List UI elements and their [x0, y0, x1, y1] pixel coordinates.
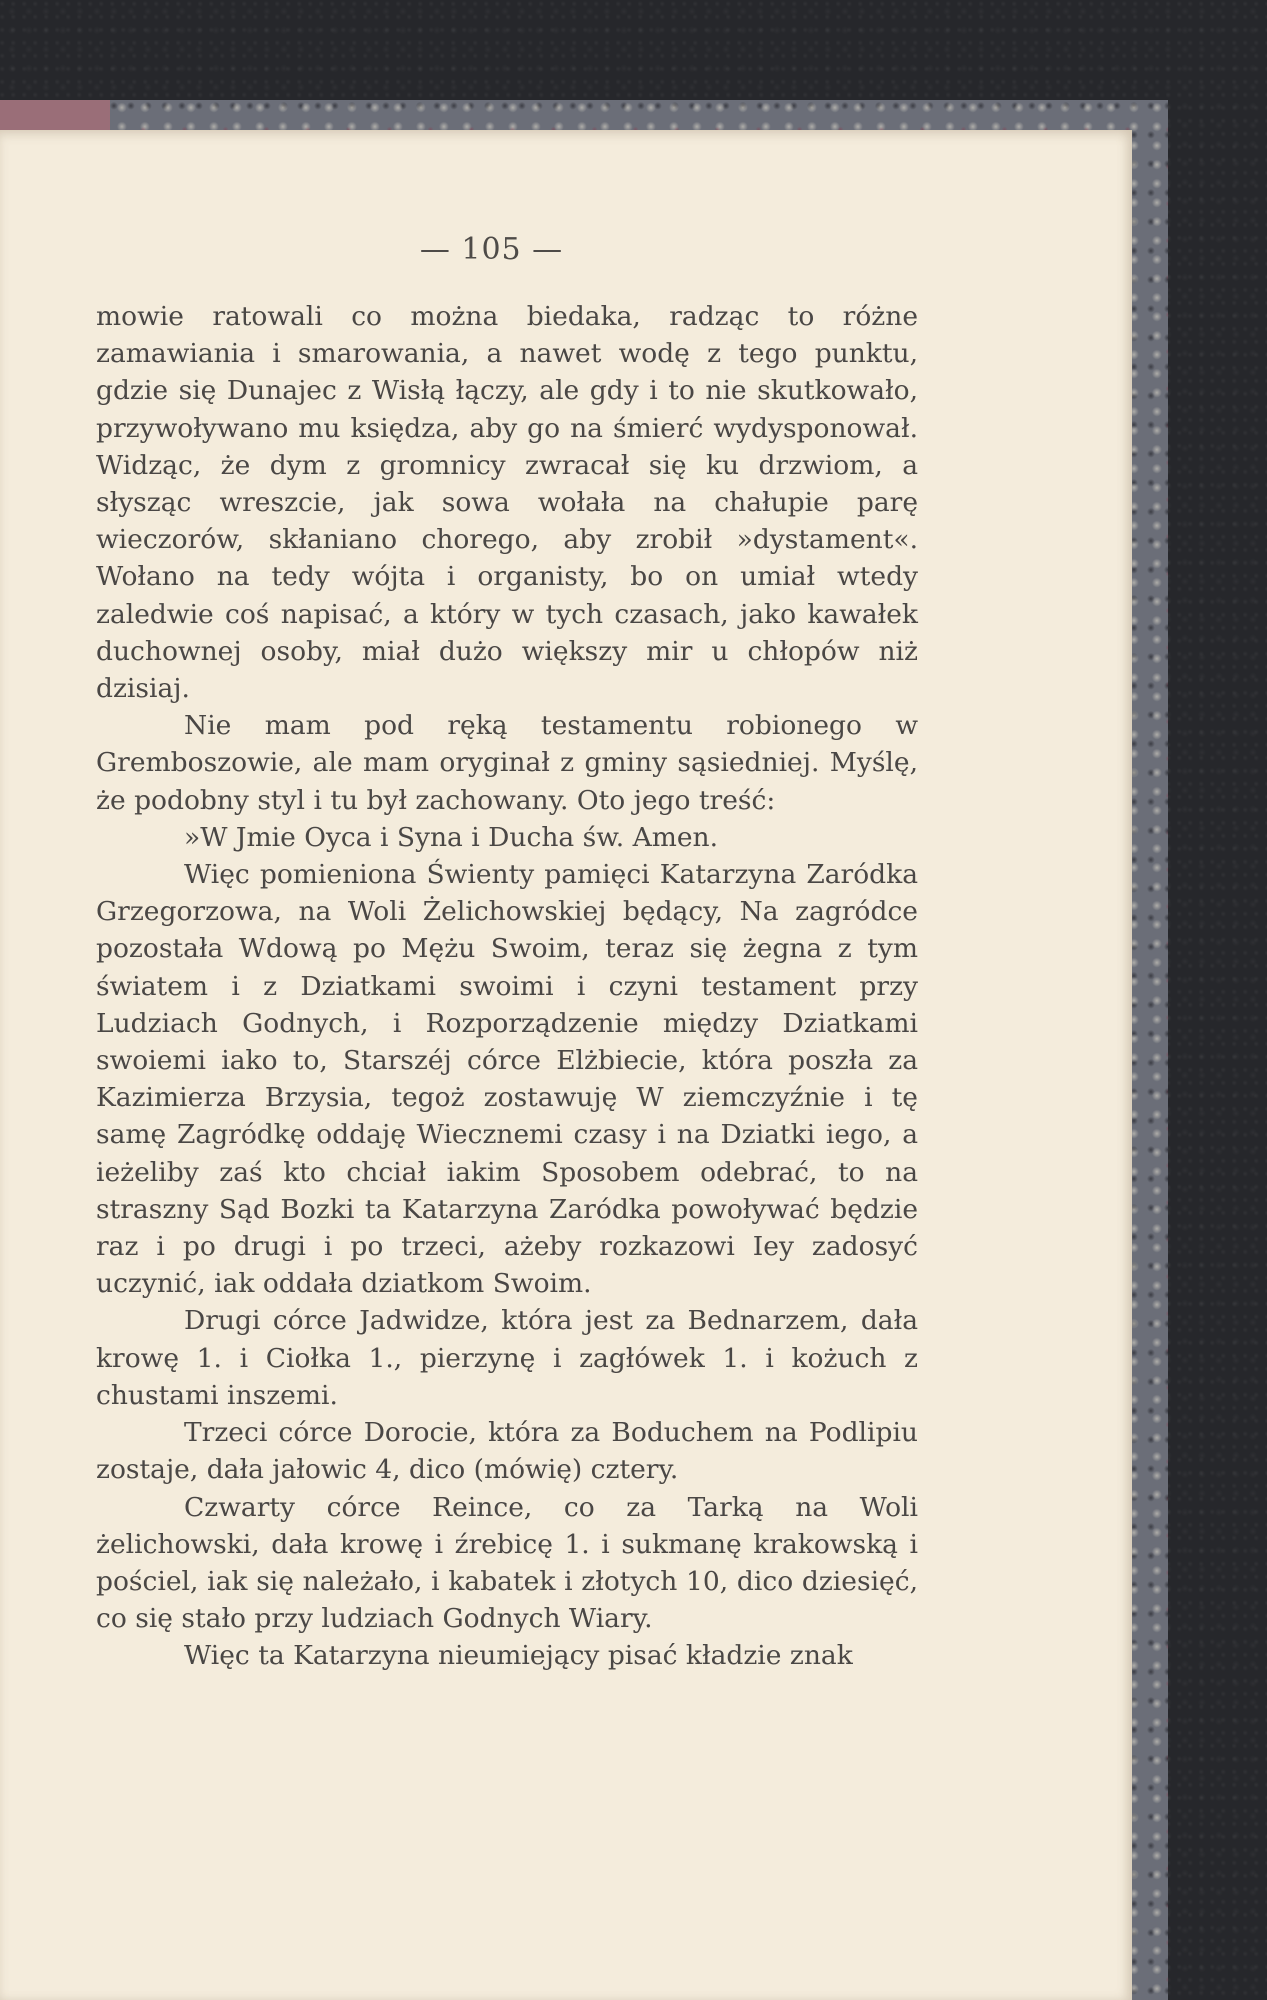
- paragraph-2: Nie mam pod ręką testamentu robionego w Gremboszowie, ale mam oryginał z gminy sąsiedniej. Myślę, że podobny styl i tu był zachowany. Oto jego treść:: [96, 710, 918, 816]
- paragraph-8: Więc ta Katarzyna nieumiejący pisać kładzie znak: [184, 1640, 853, 1672]
- paragraph-5: Drugi córce Jadwidze, która jest za Bednarzem, dała krowę 1. i Ciołka 1., pierzynę i zagłówek 1. i kożuch z chustami inszemi.: [96, 1305, 918, 1411]
- paragraph-6: Trzeci córce Dorocie, która za Boduchem na Podlipiu zostaje, dała jałowic 4, dico (mówię) cztery.: [96, 1417, 918, 1486]
- paragraph-4: Więc pomieniona Świenty pamięci Katarzyna Zaródka Grzegorzowa, na Woli Żelichowskiej będący, Na zagródce pozostała Wdową po Mężu Swoim, teraz się żegna z tym światem i z Dziatkami swoimi i czyni testament przy Ludziach Godnych, i Rozporządzenie między Dziatkami swoiemi iako to, Starszéj córce Elżbiecie, która poszła za Kazimierza Brzysia, tegoż zostawuję W ziemczyźnie i tę samę Zagródkę oddaję Wiecznemi czasy i na Dziatki iego, a ieżeliby zaś kto chciał iakim Sposobem odebrać, to na straszny Sąd Bozki ta Katarzyna Zaródka powoływać będzie raz i po drugi i po trzeci, ażeby rozkazowi Iey zadosyć uczynić, iak oddała dziatkom Swoim.: [96, 859, 918, 1300]
- page-number: — 105 —: [419, 232, 564, 267]
- page-text: [96, 298, 918, 1675]
- paragraph-1: mowie ratowali co można biedaka, radząc to różne zamawiania i smarowania, a nawet wodę z tego punktu, gdzie się Dunajec z Wisłą łączy, ale gdy i to nie skutkowało, przywoływano mu księdza, aby go na śmierć wydysponował. Widząc, że dym z gromnicy zwracał się ku drzwiom, a słysząc wreszcie, jak sowa wołała na chałupie parę wieczorów, skłaniano chorego, aby zrobił »dystament«. Wołano na tedy wójta i organisty, bo on umiał wtedy zaledwie coś napisać, a który w tych czasach, jako kawałek duchownej osoby, miał dużo większy mir u chłopów niż dzisiaj.: [96, 301, 918, 705]
- paragraph-3: »W Jmie Oyca i Syna i Ducha św. Amen.: [184, 821, 719, 853]
- paragraph-7: Czwarty córce Reince, co za Tarką na Woli żelichowski, dała krowę i źrebicę 1. i sukmanę krakowską i pościel, iak się należało, i kabatek i złotych 10, dico dziesięć, co się stało przy ludziach Godnych Wiary.: [96, 1491, 918, 1635]
